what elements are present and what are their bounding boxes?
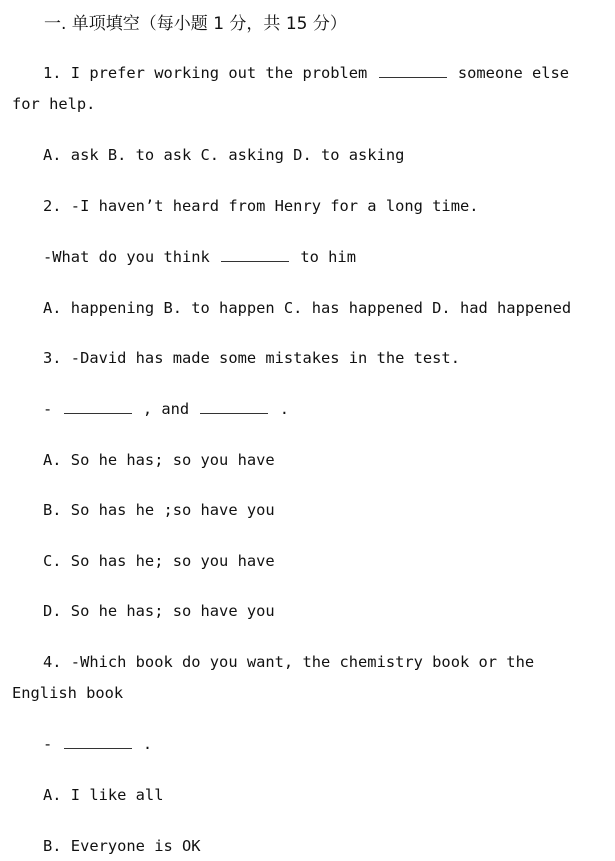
- q1-stem: [43, 64, 569, 82]
- q2-dialogue-part2: to him: [300, 248, 356, 266]
- q4-period: .: [142, 735, 153, 753]
- q3-option-a: A. So he has; so you have: [43, 451, 275, 469]
- q4-option-a: A. I like all: [43, 786, 164, 804]
- q4-option-b: B. Everyone is OK: [43, 837, 201, 855]
- q3-option-c: C. So has he; so you have: [43, 552, 275, 570]
- q3-dialogue: [43, 400, 289, 418]
- section-title: 一. 单项填空（每小题 1 分，共 15 分）: [44, 14, 347, 34]
- q3-period: .: [279, 400, 290, 418]
- q2-dialogue: [43, 248, 356, 266]
- q3-blank-1: [64, 412, 132, 414]
- q4-stem: 4. -Which book do you want, the chemistry book or the: [43, 653, 535, 671]
- q1-options: A. ask B. to ask C. asking D. to asking: [43, 146, 405, 164]
- q3-option-b: B. So has he ;so have you: [43, 501, 275, 519]
- q1-stem-continued: for help.: [12, 95, 96, 113]
- q4-dialogue: [43, 735, 152, 753]
- q1-blank: [379, 76, 447, 78]
- q1-stem-part2: someone else: [457, 64, 570, 82]
- q4-dash: -: [43, 735, 53, 753]
- q4-blank: [64, 747, 132, 749]
- q3-blank-2: [200, 412, 268, 414]
- q4-stem-continued: English book: [12, 684, 124, 702]
- q2-dialogue-part1: -What do you think: [43, 248, 210, 266]
- q3-stem: 3. -David has made some mistakes in the test.: [43, 349, 460, 367]
- q3-and: , and: [142, 400, 190, 418]
- q3-dash: -: [43, 400, 53, 418]
- q2-options: A. happening B. to happen C. has happened D. had happened: [43, 299, 572, 317]
- q1-stem-part1: 1. I prefer working out the problem: [43, 64, 368, 82]
- q2-stem: 2. -I haven’t heard from Henry for a long time.: [43, 197, 479, 215]
- q2-blank: [221, 260, 289, 262]
- q3-option-d: D. So he has; so have you: [43, 602, 275, 620]
